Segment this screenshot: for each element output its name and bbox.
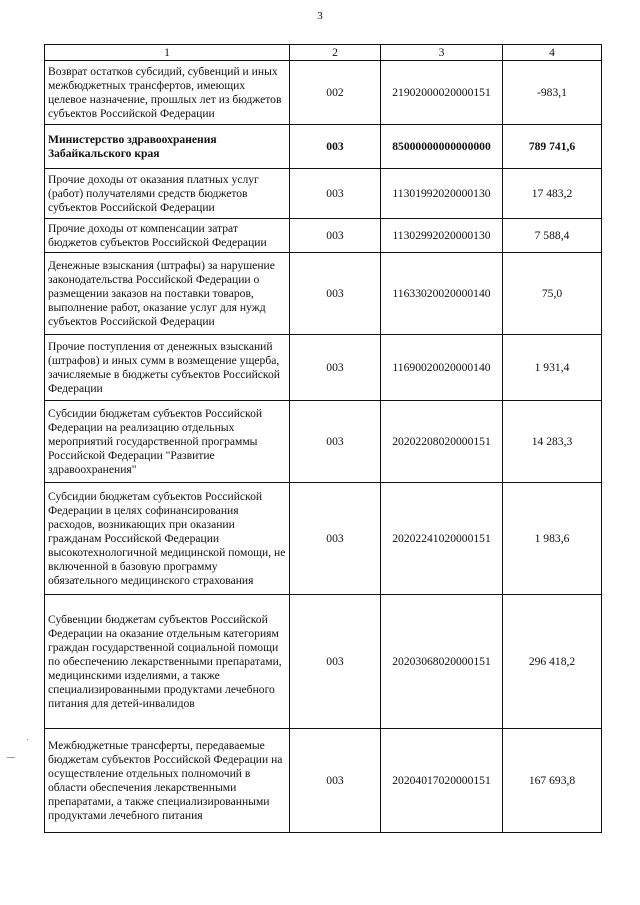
margin-mark bbox=[7, 757, 15, 758]
row-amount: 7 588,4 bbox=[503, 219, 602, 253]
table-row bbox=[45, 335, 602, 401]
table-row bbox=[45, 401, 602, 483]
row-budget-code: 20204017020000151 bbox=[381, 729, 503, 833]
row-admin-code: 002 bbox=[290, 61, 381, 125]
row-name: Возврат остатков субсидий, субвенций и иных межбюджетных трансфертов, имеющих целевое назначение, прошлых лет из бюджетов субъектов Российской Федерации bbox=[45, 61, 290, 125]
table-row bbox=[45, 219, 602, 253]
row-budget-code: 11301992020000130 bbox=[381, 169, 503, 219]
row-name: Денежные взыскания (штрафы) за нарушение законодательства Российской Федерации о размещении заказов на поставки товаров, выполнение работ, оказание услуг для нужд субъектов Российской Федерации bbox=[45, 253, 290, 335]
table-row bbox=[45, 729, 602, 833]
row-budget-code: 20203068020000151 bbox=[381, 595, 503, 729]
row-amount: 296 418,2 bbox=[503, 595, 602, 729]
column-header-1: 1 bbox=[45, 45, 290, 61]
row-budget-code: 21902000020000151 bbox=[381, 61, 503, 125]
row-amount: -983,1 bbox=[503, 61, 602, 125]
row-budget-code: 85000000000000000 bbox=[381, 125, 503, 169]
table-row bbox=[45, 169, 602, 219]
row-amount: 75,0 bbox=[503, 253, 602, 335]
row-budget-code: 11302992020000130 bbox=[381, 219, 503, 253]
row-name: Субсидии бюджетам субъектов Российской Федерации в целях софинансирования расходов, возникающих при оказании гражданам Российской Федерации высокотехнологичной медицинской помощи, не включенной в базовую программу обязательного медицинского страхования bbox=[45, 483, 290, 595]
column-header-4: 4 bbox=[503, 45, 602, 61]
row-amount: 1 931,4 bbox=[503, 335, 602, 401]
row-name: Министерство здравоохранения Забайкальского края bbox=[45, 125, 290, 169]
margin-dot bbox=[27, 739, 28, 740]
row-name: Прочие поступления от денежных взысканий (штрафов) и иных сумм в возмещение ущерба, зачисляемые в бюджеты субъектов Российской Федерации bbox=[45, 335, 290, 401]
column-header-3: 3 bbox=[381, 45, 503, 61]
row-budget-code: 11633020020000140 bbox=[381, 253, 503, 335]
row-admin-code: 003 bbox=[290, 125, 381, 169]
row-admin-code: 003 bbox=[290, 335, 381, 401]
row-amount: 14 283,3 bbox=[503, 401, 602, 483]
row-admin-code: 003 bbox=[290, 595, 381, 729]
row-name: Субсидии бюджетам субъектов Российской Федерации на реализацию отдельных мероприятий государственной программы Российской Федерации "Развитие здравоохранения" bbox=[45, 401, 290, 483]
row-admin-code: 003 bbox=[290, 401, 381, 483]
table-row bbox=[45, 61, 602, 125]
table-row bbox=[45, 595, 602, 729]
row-name: Прочие доходы от оказания платных услуг (работ) получателями средств бюджетов субъектов Российской Федерации bbox=[45, 169, 290, 219]
row-amount: 17 483,2 bbox=[503, 169, 602, 219]
column-header-2: 2 bbox=[290, 45, 381, 61]
row-admin-code: 003 bbox=[290, 219, 381, 253]
table-row bbox=[45, 253, 602, 335]
row-name: Субвенции бюджетам субъектов Российской Федерации на оказание отдельным категориям граждан государственной социальной помощи по обеспечению лекарственными препаратами, медицинскими изделиями, а также специализированными продуктами лечебного питания для детей-инвалидов bbox=[45, 595, 290, 729]
table-row bbox=[45, 483, 602, 595]
row-budget-code: 11690020020000140 bbox=[381, 335, 503, 401]
row-budget-code: 20202241020000151 bbox=[381, 483, 503, 595]
row-name: Межбюджетные трансферты, передаваемые бюджетам субъектов Российской Федерации на осуществление отдельных полномочий в области обеспечения лекарственными препаратами, а также специализированными продуктами лечебного питания bbox=[45, 729, 290, 833]
row-admin-code: 003 bbox=[290, 483, 381, 595]
row-name: Прочие доходы от компенсации затрат бюджетов субъектов Российской Федерации bbox=[45, 219, 290, 253]
table-header-row bbox=[45, 45, 602, 61]
page-number: 3 bbox=[317, 10, 323, 22]
row-admin-code: 003 bbox=[290, 253, 381, 335]
row-admin-code: 003 bbox=[290, 729, 381, 833]
row-admin-code: 003 bbox=[290, 169, 381, 219]
row-amount: 1 983,6 bbox=[503, 483, 602, 595]
row-amount: 789 741,6 bbox=[503, 125, 602, 169]
row-budget-code: 20202208020000151 bbox=[381, 401, 503, 483]
row-amount: 167 693,8 bbox=[503, 729, 602, 833]
table-row-ministry bbox=[45, 125, 602, 169]
revenue-table bbox=[44, 44, 602, 833]
